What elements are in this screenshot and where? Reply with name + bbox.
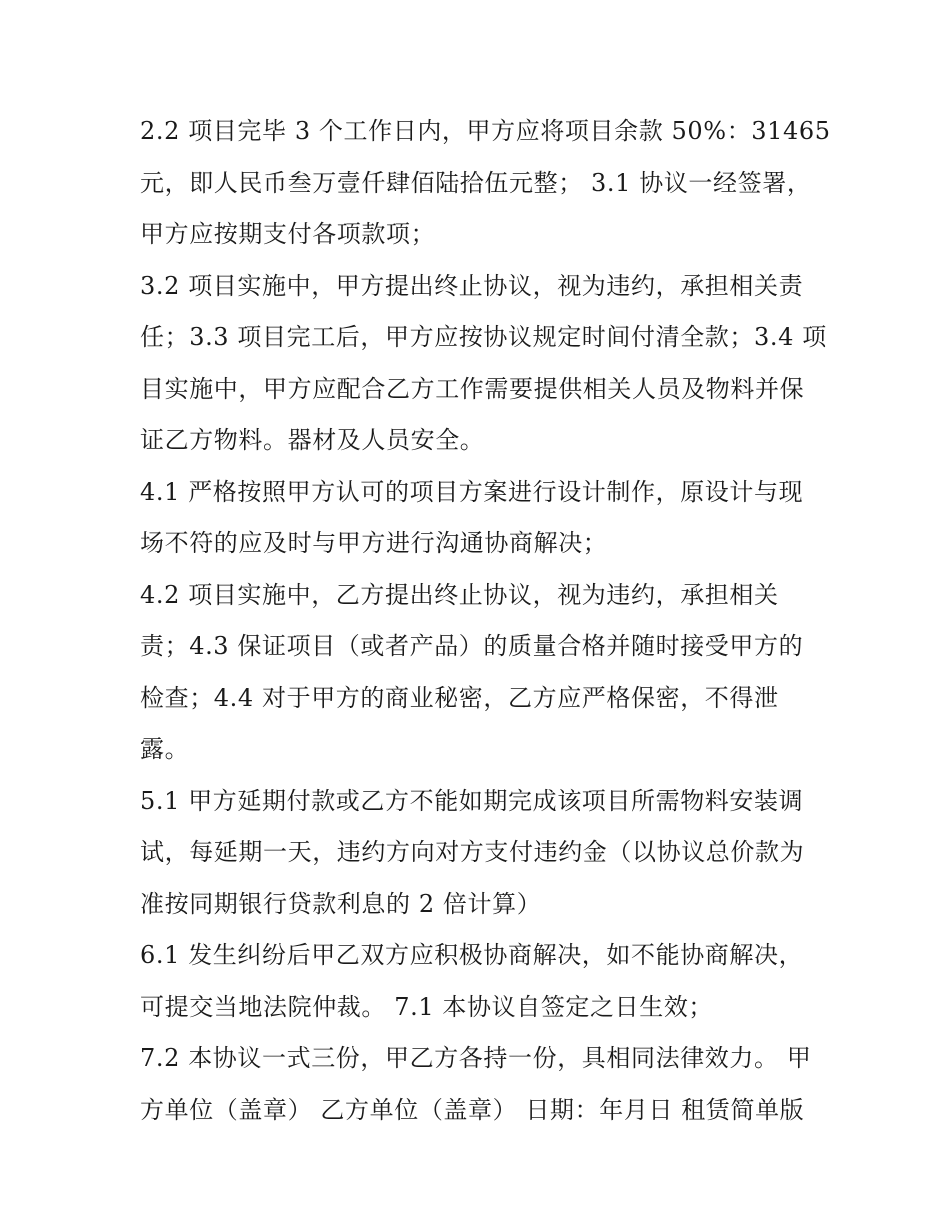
text-line: 2.2 项目完毕 3 个工作日内，甲方应将项目余款 50%：31465 bbox=[140, 117, 831, 145]
text-line: 目实施中，甲方应配合乙方工作需要提供相关人员及物料并保 bbox=[140, 374, 805, 403]
text-line: 甲方应按期支付各项款项； bbox=[140, 220, 436, 248]
text-line: 责；4.3 保证项目（或者产品）的质量合格并随时接受甲方的 bbox=[140, 632, 804, 660]
paragraph-3-2 bbox=[140, 261, 827, 467]
text-line: 6.1 发生纠纷后甲乙双方应积极协商解决，如不能协商解决， bbox=[140, 941, 804, 969]
text-line: 4.1 严格按照甲方认可的项目方案进行设计制作，原设计与现 bbox=[140, 477, 804, 506]
text-line: 可提交当地法院仲裁。 7.1 本协议自签定之日生效； bbox=[140, 992, 714, 1021]
paragraph-4-2 bbox=[140, 570, 820, 776]
text-line: 元，即人民币叁万壹仟肆佰陆拾伍元整； 3.1 协议一经签署， bbox=[140, 168, 812, 197]
text-line: 任；3.3 项目完工后，甲方应按协议规定时间付清全款；3.4 项 bbox=[140, 323, 827, 351]
paragraph-4-1 bbox=[140, 467, 820, 570]
paragraph-6-1 bbox=[140, 930, 820, 1033]
text-line: 准按同期银行贷款利息的 2 倍计算） bbox=[140, 889, 542, 918]
text-line: 场不符的应及时与甲方进行沟通协商解决； bbox=[140, 529, 608, 557]
paragraph-2-2 bbox=[140, 106, 831, 261]
text-line: 5.1 甲方延期付款或乙方不能如期完成该项目所需物料安装调 bbox=[140, 786, 804, 815]
text-line: 7.2 本协议一式三份，甲乙方各持一份，具相同法律效力。 甲 bbox=[140, 1044, 812, 1072]
text-line: 露。 bbox=[140, 735, 190, 763]
text-line: 4.2 项目实施中，乙方提出终止协议，视为违约，承担相关 bbox=[140, 580, 779, 609]
text-line: 方单位（盖章） 乙方单位（盖章） 日期：年月日 租赁简单版 bbox=[140, 1095, 805, 1124]
document-body bbox=[140, 106, 831, 1136]
text-line: 证乙方物料。器材及人员安全。 bbox=[140, 426, 485, 454]
text-line: 检查；4.4 对于甲方的商业秘密，乙方应严格保密，不得泄 bbox=[140, 683, 779, 712]
text-line: 3.2 项目实施中，甲方提出终止协议，视为违约，承担相关责 bbox=[140, 271, 804, 300]
text-line: 试，每延期一天，违约方向对方支付违约金（以协议总价款为 bbox=[140, 838, 805, 866]
paragraph-5-1 bbox=[140, 776, 820, 931]
paragraph-7-2 bbox=[140, 1033, 820, 1136]
